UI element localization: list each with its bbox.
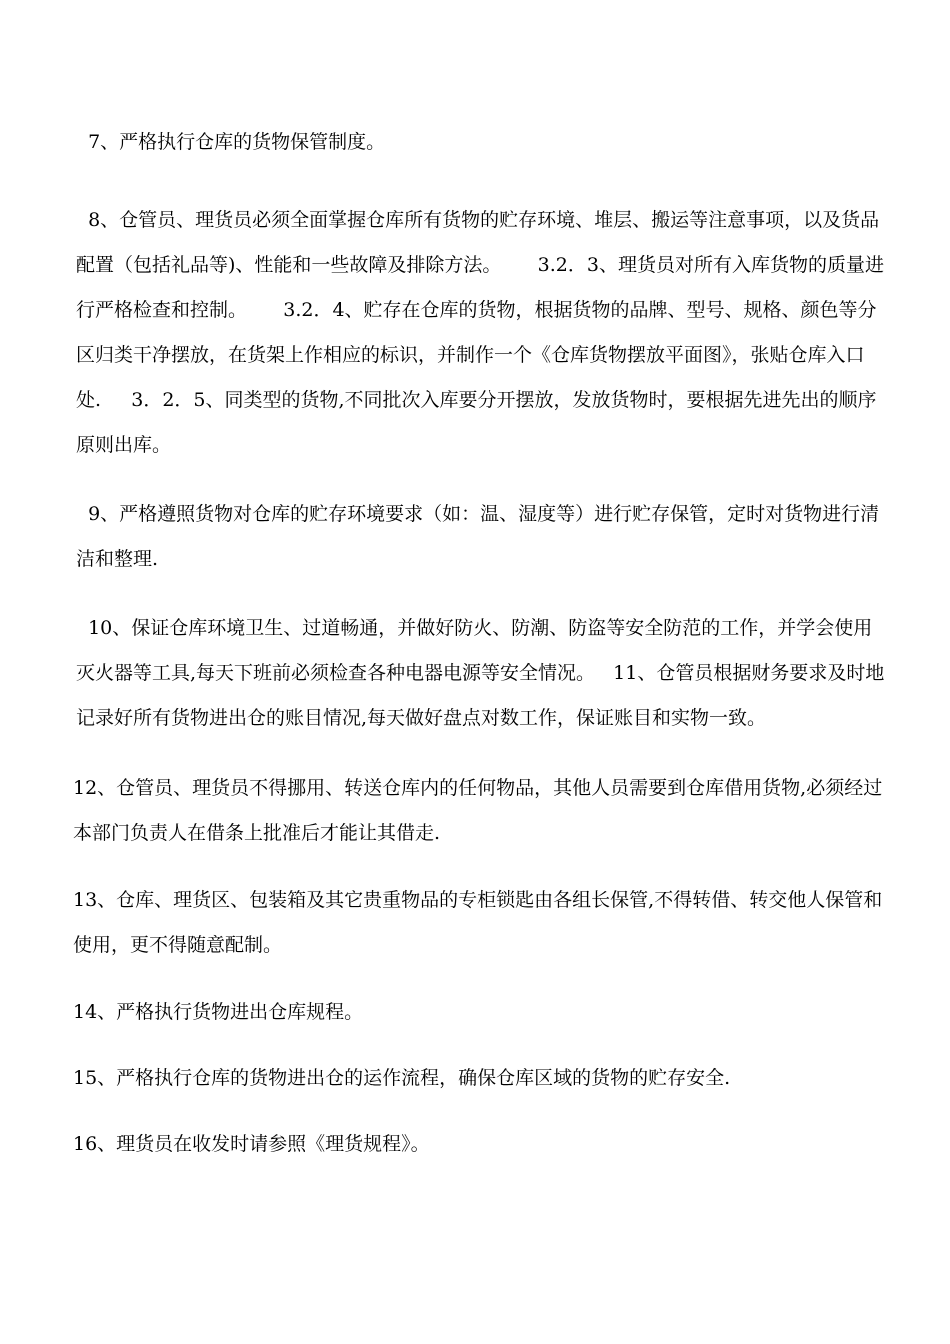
paragraph-9 [76,492,879,582]
paragraph-line: 16、理货员在收发时请参照《理货规程》。 [73,1133,430,1155]
paragraph-line: 本部门负责人在借条上批准后才能让其借走. [73,822,441,844]
paragraph-16 [73,1122,430,1167]
paragraph-line: 13、仓库、理货区、包装箱及其它贵重物品的专柜锁匙由各组长保管,不得转借、转交他人保管和 [73,889,883,911]
paragraph-line: 15、严格执行仓库的货物进出仓的运作流程，确保仓库区域的货物的贮存安全. [73,1067,731,1089]
paragraph-line: 7、严格执行仓库的货物保管制度。 [76,131,386,153]
paragraph-10 [76,606,884,741]
paragraph-line: 8、仓管员、理货员必须全面掌握仓库所有货物的贮存环境、堆层、搬运等注意事项，以及货品 [76,209,880,231]
paragraph-line: 灭火器等工具,每天下班前必须检查各种电器电源等安全情况。 11、仓管员根据财务要求及时地 [76,662,885,684]
paragraph-line: 使用，更不得随意配制。 [73,934,283,956]
paragraph-line: 洁和整理. [76,548,159,570]
paragraph-line: 行严格检查和控制。 3.2．4、贮存在仓库的货物，根据货物的品牌、型号、规格、颜色等分 [76,299,877,321]
paragraph-13 [73,878,882,968]
paragraph-line: 配置（包括礼品等)、性能和一些故障及排除方法。 3.2．3、理货员对所有入库货物的质量进 [76,254,884,276]
paragraph-line: 12、仓管员、理货员不得挪用、转送仓库内的任何物品，其他人员需要到仓库借用货物,必须经过 [73,777,883,799]
paragraph-15 [73,1056,730,1101]
paragraph-8 [76,198,884,468]
paragraph-line: 记录好所有货物进出仓的账目情况,每天做好盘点对数工作，保证账目和实物一致。 [76,707,767,729]
paragraph-line: 14、严格执行货物进出仓库规程。 [73,1001,364,1023]
paragraph-12 [73,766,882,856]
paragraph-line: 原则出库。 [76,434,172,456]
paragraph-line: 处. 3．2．5、同类型的货物,不同批次入库要分开摆放，发放货物时，要根据先进先出的顺序 [76,389,877,411]
paragraph-line: 区归类干净摆放，在货架上作相应的标识，并制作一个《仓库货物摆放平面图》，张贴仓库入口 [76,344,865,366]
paragraph-7 [76,120,385,165]
paragraph-14 [73,990,363,1035]
paragraph-line: 10、保证仓库环境卫生、过道畅通，并做好防火、防潮、防盗等安全防范的工作，并学会使用 [76,617,873,639]
paragraph-line: 9、严格遵照货物对仓库的贮存环境要求（如：温、湿度等）进行贮存保管，定时对货物进行清 [76,503,880,525]
